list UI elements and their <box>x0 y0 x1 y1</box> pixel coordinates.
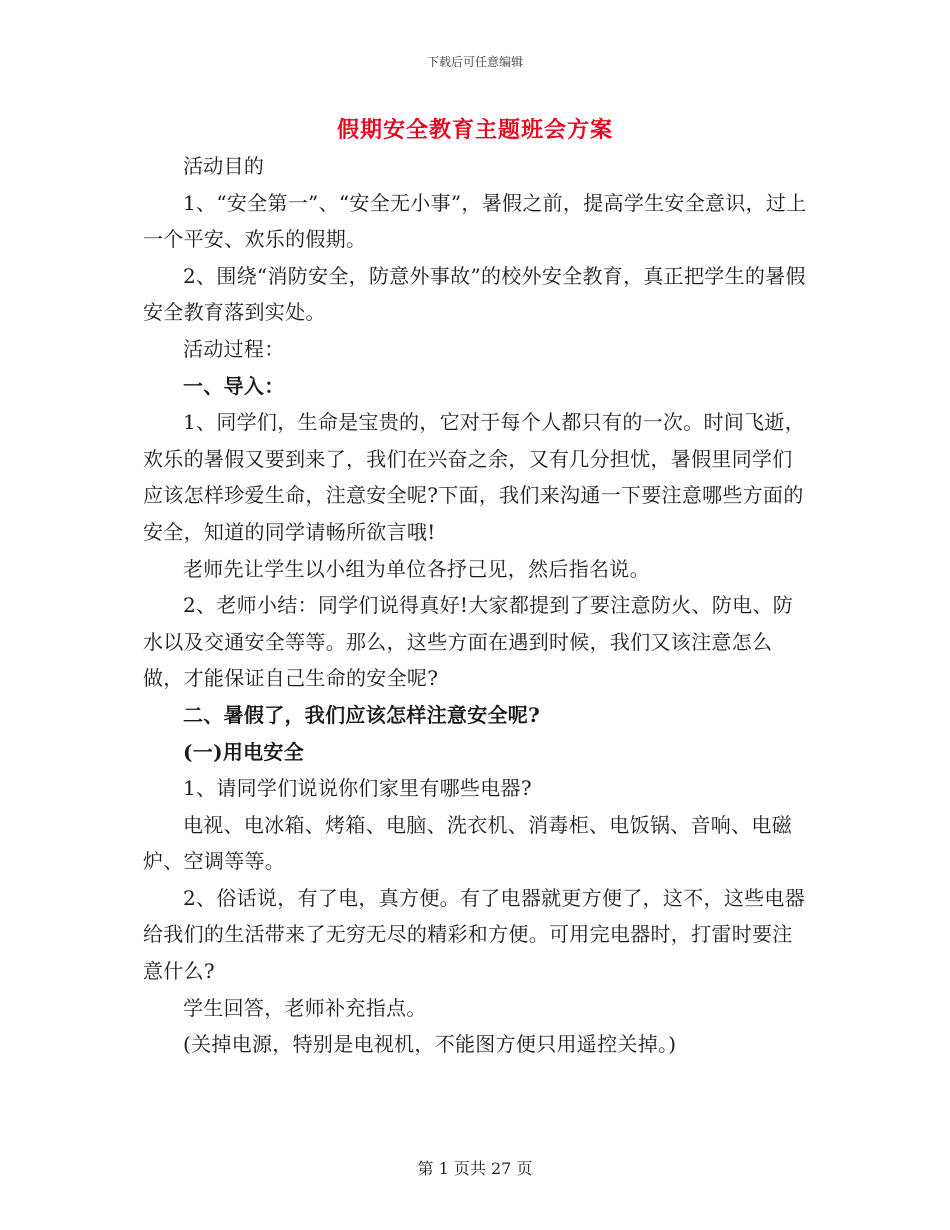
paragraph-purpose-1: 1、“安全第一”、“安全无小事”，暑假之前，提高学生安全意识，过上一个平安、欢乐的假期。 <box>143 190 807 252</box>
header-note: 下载后可任意编辑 <box>426 55 523 69</box>
paragraph-purpose-heading: 活动目的 <box>183 154 265 178</box>
paragraph-power-off-note: (关掉电源，特别是电视机，不能图方便只用遥控关掉。) <box>183 1032 677 1057</box>
paragraph-intro-teacher: 老师先让学生以小组为单位各抒己见，然后指名说。 <box>183 556 650 581</box>
section-heading-summer-safety: 二、暑假了，我们应该怎样注意安全呢? <box>183 702 541 727</box>
paragraph-student-answer: 学生回答，老师补充指点。 <box>183 995 427 1020</box>
paragraph-electric-1: 1、请同学们说说你们家里有哪些电器? <box>183 776 532 801</box>
paragraph-process-heading: 活动过程： <box>183 336 285 361</box>
paragraph-purpose-2: 2、围绕“消防安全，防意外事故”的校外安全教育，真正把学生的暑假安全教育落到实处。 <box>143 263 806 325</box>
document-title: 假期安全教育主题班会方案 <box>336 117 613 143</box>
paragraph-appliance-list: 电视、电冰箱、烤箱、电脑、洗衣机、消毒柜、电饭锅、音响、电磁炉、空调等等。 <box>143 812 792 874</box>
subsection-heading-electric-safety: (一)用电安全 <box>183 739 305 764</box>
section-heading-intro: 一、导入： <box>183 373 285 398</box>
paragraph-electric-2: 2、俗话说，有了电，真方便。有了电器就更方便了，这不，这些电器给我们的生活带来了无穷无尽的精彩和方便。可用完电器时，打雷时要注意什么? <box>143 885 806 984</box>
paragraph-intro-2: 2、老师小结：同学们说得真好!大家都提到了要注意防火、防电、防水以及交通安全等等。那么，这些方面在遇到时候，我们又该注意怎么做，才能保证自己生命的安全呢? <box>143 593 794 691</box>
page-footer: 第 1 页共 27 页 <box>417 1159 533 1178</box>
paragraph-intro-1: 1、同学们，生命是宝贵的，它对于每个人都只有的一次。时间飞逝，欢乐的暑假又要到来了，我们在兴奋之余，又有几分担忧，暑假里同学们应该怎样珍爱生命，注意安全呢?下面，我们来沟通一下要注意哪些方面的安全，知道的同学请畅所欲言哦! <box>143 410 806 544</box>
document-body <box>143 148 808 1063</box>
